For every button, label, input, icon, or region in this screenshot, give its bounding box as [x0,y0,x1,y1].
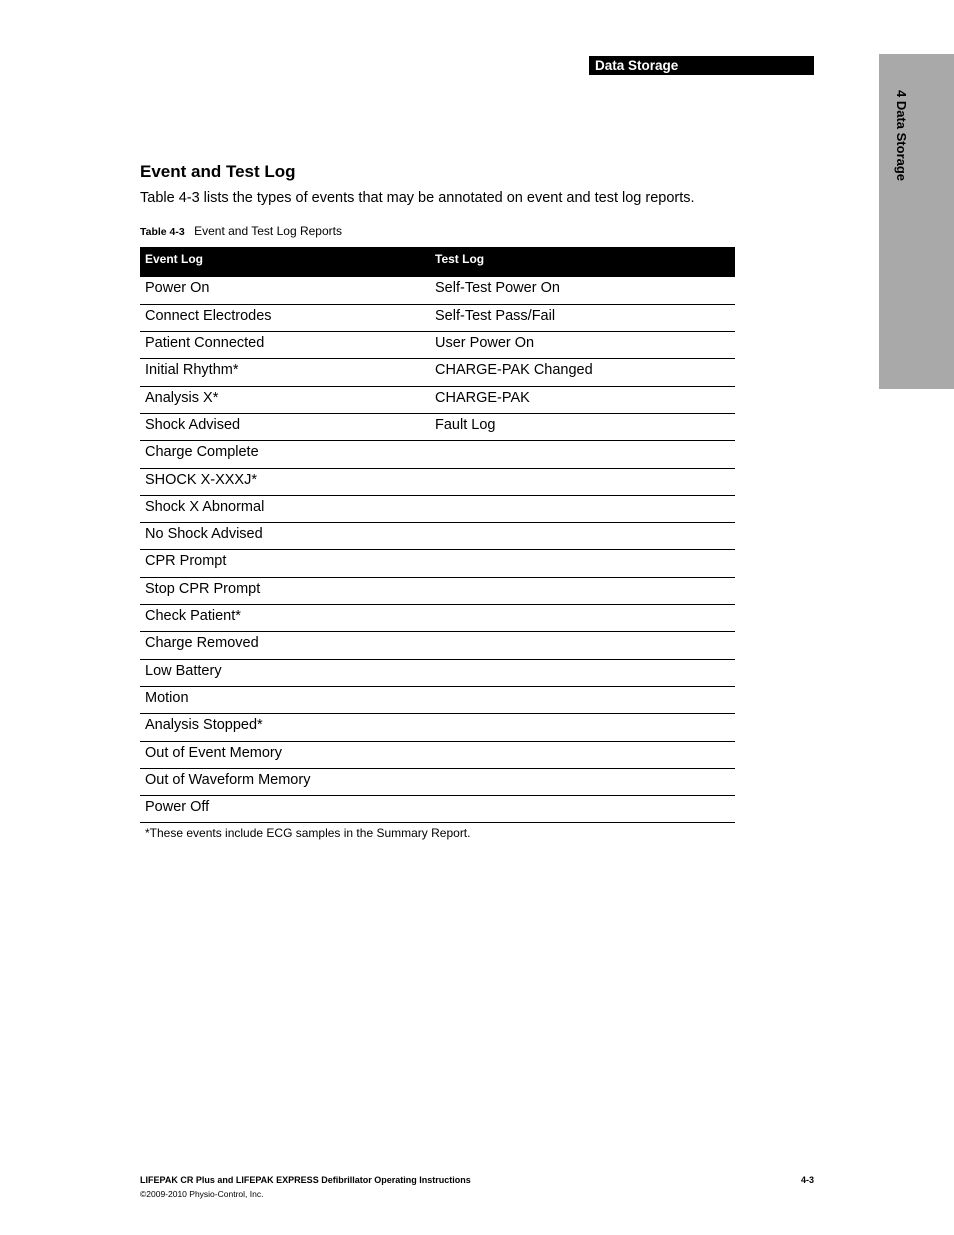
test-log-cell: User Power On [430,332,735,359]
test-log-cell [430,550,735,577]
table-row [140,468,735,495]
event-log-cell: Power Off [140,796,430,823]
event-log-cell: Low Battery [140,659,430,686]
test-log-cell: CHARGE-PAK [430,386,735,413]
event-log-cell: Initial Rhythm* [140,359,430,386]
footer-page-number: 4-3 [800,1175,814,1185]
table-row [140,768,735,795]
table-row [140,495,735,522]
test-log-cell [430,659,735,686]
table-row [140,686,735,713]
test-log-cell [430,468,735,495]
table-body [140,277,735,823]
table-row [140,413,735,440]
footer-document-title: LIFEPAK CR Plus and LIFEPAK EXPRESS Defibrillator Operating Instructions [140,1175,471,1185]
table-row [140,796,735,823]
test-log-cell: Fault Log [430,413,735,440]
event-log-cell: No Shock Advised [140,523,430,550]
event-test-log-table [140,247,735,823]
event-log-cell: Connect Electrodes [140,304,430,331]
event-log-cell: Motion [140,686,430,713]
event-log-cell: CPR Prompt [140,550,430,577]
test-log-cell [430,577,735,604]
running-header-section-label: Data Storage [589,56,814,75]
test-log-cell [430,768,735,795]
event-log-cell: Stop CPR Prompt [140,577,430,604]
table-caption-title: Event and Test Log Reports [194,224,342,238]
table-row [140,632,735,659]
test-log-cell: CHARGE-PAK Changed [430,359,735,386]
event-log-cell: Patient Connected [140,332,430,359]
table-row [140,550,735,577]
test-log-cell [430,495,735,522]
event-log-cell: Out of Event Memory [140,741,430,768]
chapter-side-tab [879,54,954,389]
test-log-cell [430,796,735,823]
table-row [140,386,735,413]
event-log-cell: Shock X Abnormal [140,495,430,522]
event-log-cell: Shock Advised [140,413,430,440]
event-log-cell: Analysis X* [140,386,430,413]
event-log-cell: Charge Removed [140,632,430,659]
table-footnote: *These events include ECG samples in the Summary Report. [145,826,471,840]
test-log-cell [430,741,735,768]
table-row [140,577,735,604]
section-title: Event and Test Log [140,162,296,181]
table-row [140,359,735,386]
column-header-test-log: Test Log [430,247,735,277]
event-log-cell: Charge Complete [140,441,430,468]
test-log-cell [430,686,735,713]
test-log-cell: Self-Test Power On [430,277,735,304]
test-log-cell [430,605,735,632]
test-log-cell [430,523,735,550]
table-caption-number: Table 4-3 [140,226,185,238]
chapter-side-tab-label: 4 Data Storage [894,90,909,182]
table-row [140,441,735,468]
table-caption [140,224,342,238]
event-log-cell: Out of Waveform Memory [140,768,430,795]
table-row [140,277,735,304]
test-log-cell [430,441,735,468]
column-header-event-log: Event Log [140,247,430,277]
table-row [140,332,735,359]
event-log-cell: SHOCK X-XXXJ* [140,468,430,495]
table-row [140,605,735,632]
event-log-cell: Check Patient* [140,605,430,632]
footer-copyright: ©2009-2010 Physio-Control, Inc. [140,1189,264,1199]
test-log-cell [430,714,735,741]
test-log-cell [430,632,735,659]
table-row [140,714,735,741]
event-log-cell: Power On [140,277,430,304]
table-header-row [140,247,735,277]
test-log-cell: Self-Test Pass/Fail [430,304,735,331]
table-row [140,304,735,331]
intro-paragraph: Table 4-3 lists the types of events that may be annotated on event and test log reports. [140,190,695,206]
table-row [140,523,735,550]
table-row [140,741,735,768]
event-log-cell: Analysis Stopped* [140,714,430,741]
table-row [140,659,735,686]
